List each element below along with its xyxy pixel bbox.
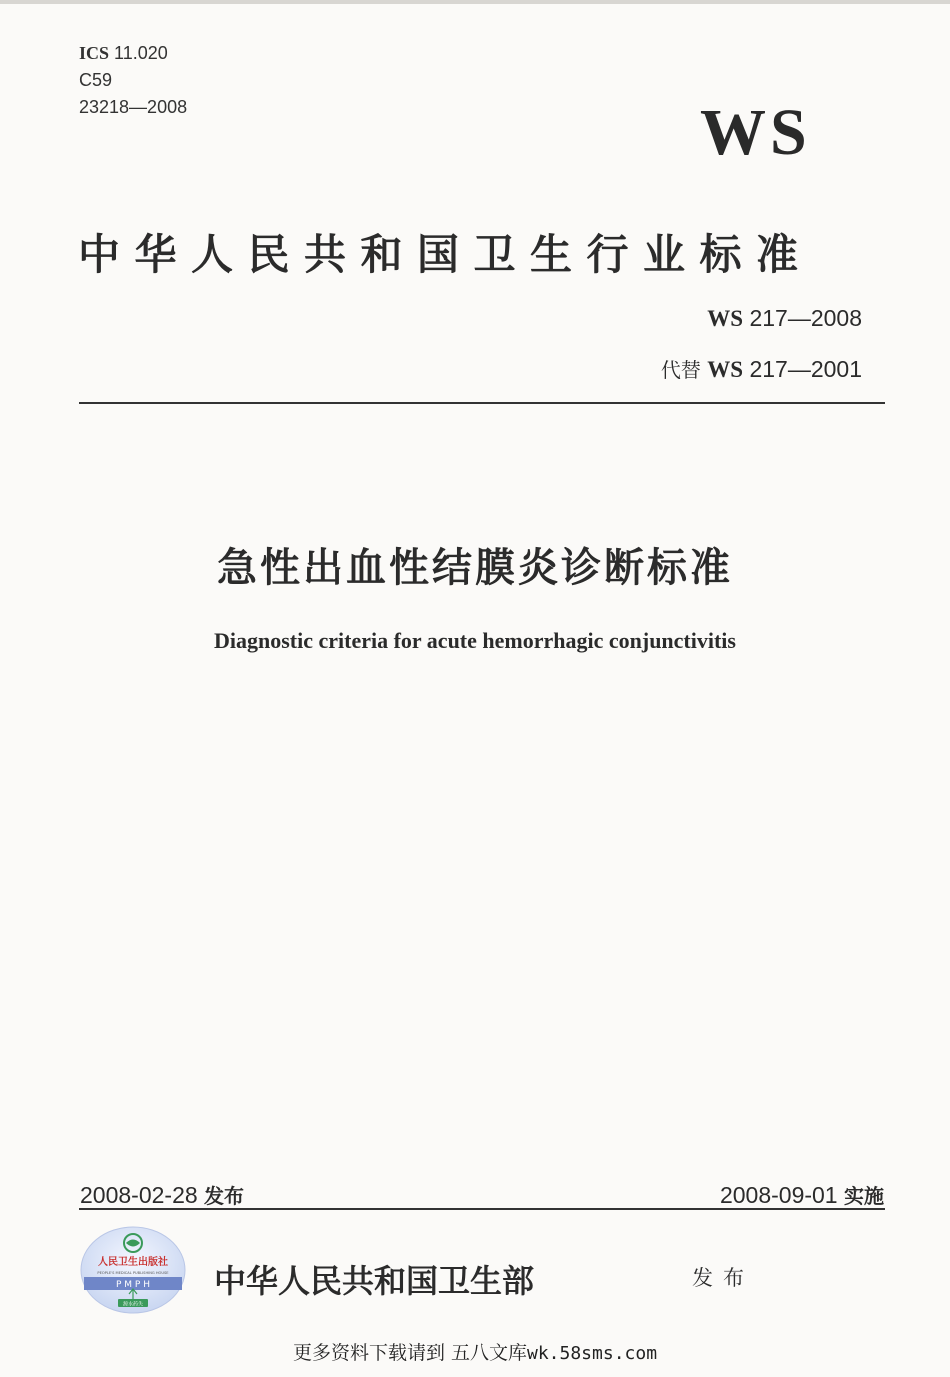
industry-standard-title: 中华人民共和国卫生行业标准 xyxy=(78,230,813,279)
standard-prefix: WS xyxy=(707,306,744,331)
logo-badge-text: 源水药失 xyxy=(122,1301,144,1308)
implementation-date xyxy=(720,1180,884,1209)
download-note-text: 更多资料下载请到 五八文库 xyxy=(292,1342,527,1364)
replace-label: 代替 xyxy=(660,358,701,382)
record-number: 23218—2008 xyxy=(79,97,188,117)
logo-english-name: PEOPLE'S MEDICAL PUBLISHING HOUSE xyxy=(97,1271,169,1275)
implementation-label: 实施 xyxy=(844,1184,884,1208)
issue-label: 发布 xyxy=(204,1184,245,1208)
replaces-standard xyxy=(661,354,862,383)
issuing-ministry: 中华人民共和国卫生部 xyxy=(214,1262,535,1300)
logo-chinese-name: 人民卫生出版社 xyxy=(98,1257,168,1268)
publish-label: 发布 xyxy=(692,1266,754,1290)
ics-prefix: ICS xyxy=(79,43,110,63)
header-divider xyxy=(79,402,885,404)
standard-number xyxy=(707,305,862,332)
ics-code: 11.020 xyxy=(114,43,168,63)
ics-line xyxy=(79,40,187,67)
document-title-chinese: 急性出血性结膜炎诊断标准 xyxy=(217,545,733,591)
logo-letters: P M P H xyxy=(116,1280,150,1290)
download-site-link[interactable]: wk.58sms.com xyxy=(527,1343,658,1364)
issue-date-value: 2008-02-28 xyxy=(80,1182,198,1208)
download-note xyxy=(0,1338,950,1365)
page-top-edge xyxy=(0,0,950,4)
implementation-date-value: 2008-09-01 xyxy=(719,1182,838,1208)
class-code: C59 xyxy=(79,70,113,90)
footer-divider xyxy=(79,1208,885,1210)
publisher-logo xyxy=(80,1226,186,1314)
issue-date xyxy=(80,1180,244,1209)
classification-codes xyxy=(79,40,187,121)
standard-number-value: 217—2008 xyxy=(749,305,862,331)
replace-number: 217—2001 xyxy=(749,356,862,382)
document-title-english: Diagnostic criteria for acute hemorrhagic conjunctivitis xyxy=(214,628,736,653)
replace-prefix: WS xyxy=(707,357,744,382)
ws-mark: WS xyxy=(700,96,811,169)
